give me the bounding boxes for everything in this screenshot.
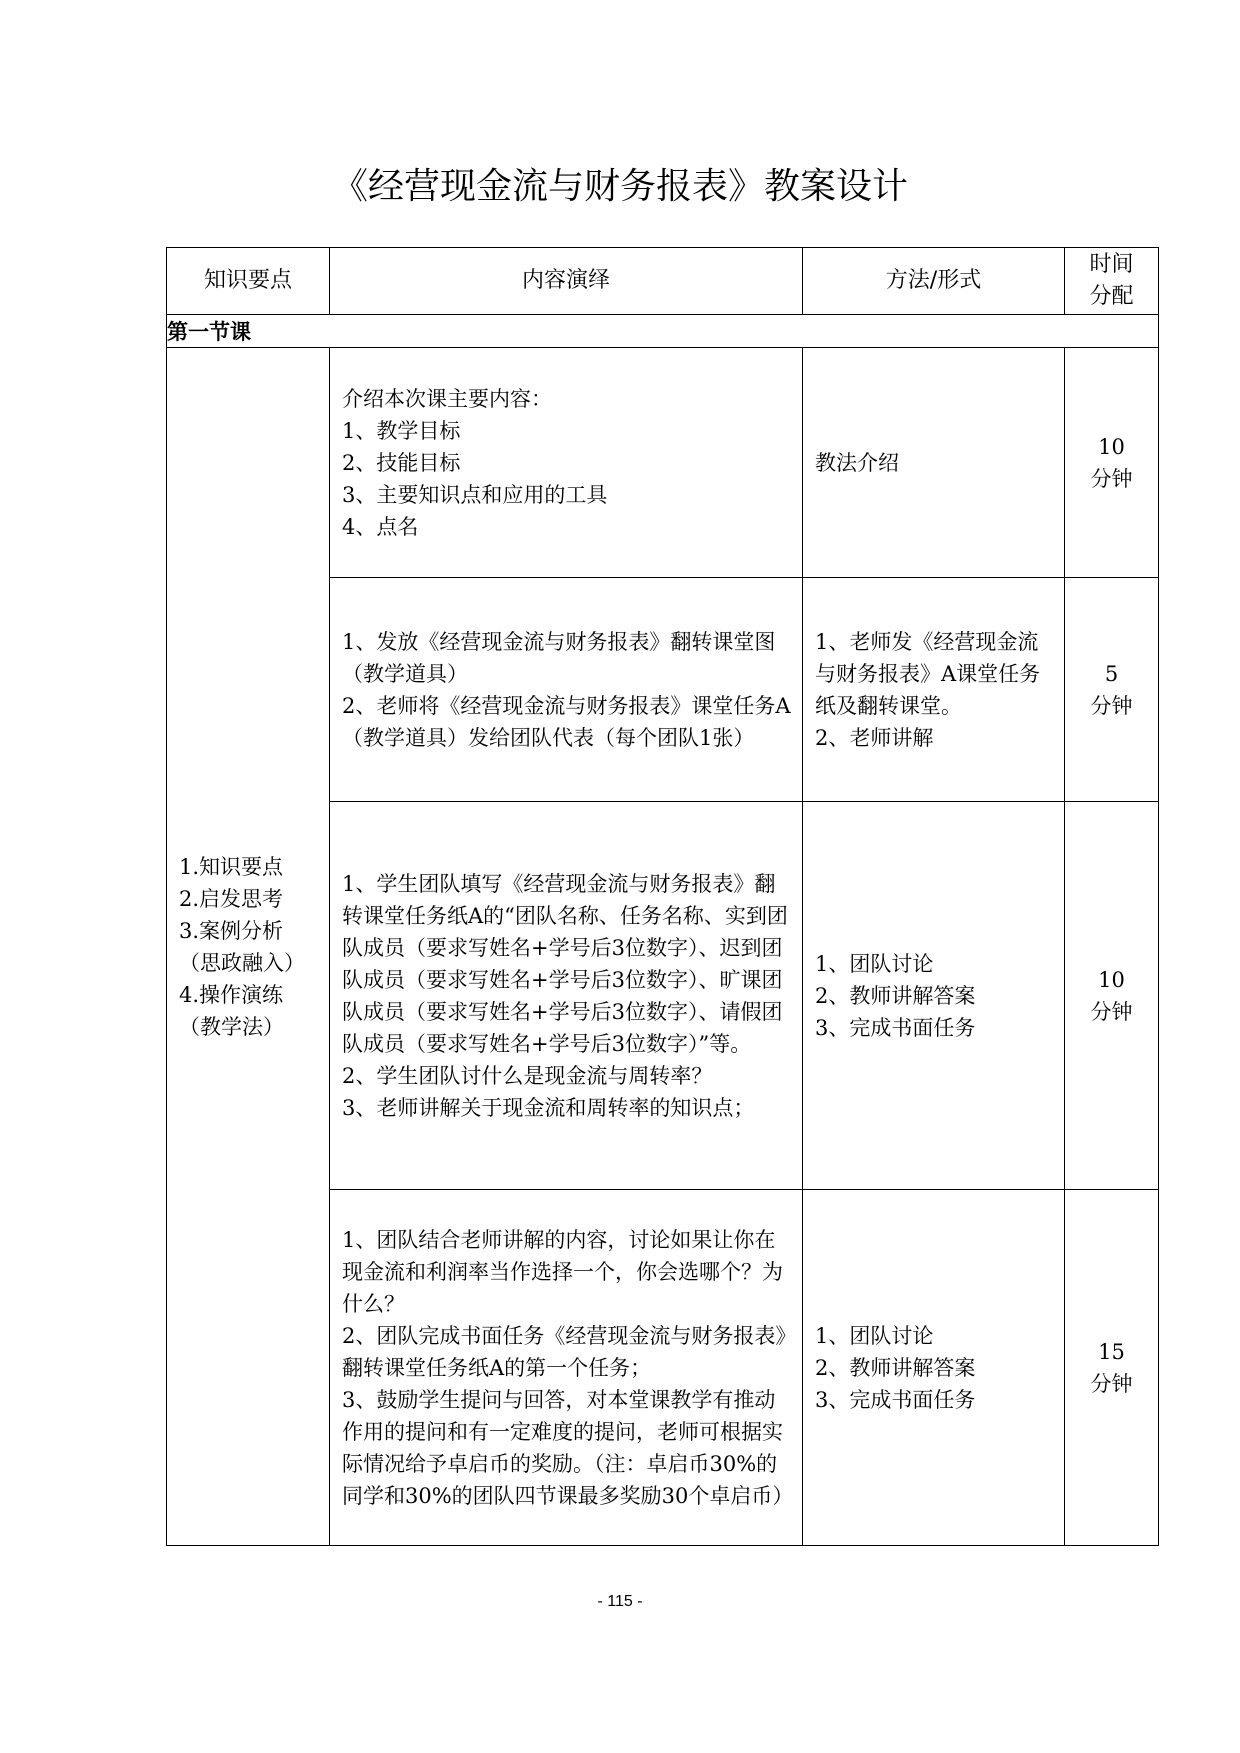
time-unit: 分钟 xyxy=(1090,466,1133,491)
content-line: 1、发放《经营现金流与财务报表》翻转课堂图（教学道具） xyxy=(342,629,776,686)
content-line: 1、教学目标 xyxy=(342,418,461,443)
content-cell xyxy=(330,802,803,1190)
time-unit: 分钟 xyxy=(1090,1371,1133,1396)
content-line: 2、技能目标 xyxy=(342,450,461,475)
knowledge-point: 2.启发思考 xyxy=(179,886,284,911)
method-cell xyxy=(803,348,1065,578)
section-row xyxy=(167,315,1159,348)
content-line: 3、老师讲解关于现金流和周转率的知识点； xyxy=(342,1095,755,1120)
method-cell xyxy=(803,802,1065,1190)
content-cell xyxy=(330,348,803,578)
time-value: 15 xyxy=(1098,1339,1125,1364)
method-line: 2、教师讲解答案 xyxy=(815,983,976,1008)
method-line: 1、老师发《经营现金流与财务报表》A课堂任务纸及翻转课堂。 xyxy=(815,629,1041,718)
table-row xyxy=(167,348,1159,578)
content-cell xyxy=(330,578,803,802)
content-line: 3、鼓励学生提问与回答，对本堂课教学有推动作用的提问和有一定难度的提问，老师可根据实际情况给予卓启币的奖励。（注：卓启币30%的同学和30%的团队四节课最多奖励30个卓启币） xyxy=(342,1387,794,1508)
time-cell xyxy=(1065,802,1159,1190)
page-title: 《经营现金流与财务报表》教案设计 xyxy=(331,166,908,207)
content-line: 3、主要知识点和应用的工具 xyxy=(342,482,608,507)
content-line: 介绍本次课主要内容： xyxy=(342,386,552,411)
method-line: 2、教师讲解答案 xyxy=(815,1355,976,1380)
method-line: 3、完成书面任务 xyxy=(815,1387,976,1412)
time-unit: 分钟 xyxy=(1090,693,1133,718)
page-number: - 115 - xyxy=(597,1593,643,1610)
time-value: 10 xyxy=(1098,434,1125,459)
method-line: 1、团队讨论 xyxy=(815,951,934,976)
content-line: 4、点名 xyxy=(342,514,419,539)
method-line: 教法介绍 xyxy=(815,450,899,475)
header-time xyxy=(1065,248,1159,315)
content-line: 2、团队完成书面任务《经营现金流与财务报表》翻转课堂任务纸A的第一个任务； xyxy=(342,1323,786,1380)
knowledge-point: （教学法） xyxy=(179,1014,284,1039)
time-cell xyxy=(1065,348,1159,578)
knowledge-point: 4.操作演练 xyxy=(179,982,284,1007)
method-line: 2、老师讲解 xyxy=(815,725,934,750)
content-line: 2、老师将《经营现金流与财务报表》课堂任务A（教学道具）发给团队代表（每个团队1张） xyxy=(342,693,791,750)
section-label: 第一节课 xyxy=(167,315,1159,348)
content-line: 2、学生团队讨什么是现金流与周转率？ xyxy=(342,1063,713,1088)
content-line: 1、团队结合老师讲解的内容，讨论如果让你在现金流和利润率当作选择一个，你会选哪个？为什么？ xyxy=(342,1227,783,1316)
table-header-row xyxy=(167,248,1159,315)
time-cell xyxy=(1065,1190,1159,1546)
time-value: 10 xyxy=(1098,967,1125,992)
header-method: 方法/形式 xyxy=(803,248,1065,315)
content-line: 1、学生团队填写《经营现金流与财务报表》翻转课堂任务纸A的“团队名称、任务名称、实到团队成员（要求写姓名+学号后3位数字）、迟到团队成员（要求写姓名+学号后3位数字）、旷课团队成员（要求写姓名+学号后3位数字）、请假团队成员（要求写姓名+学号后3位数字）”等。 xyxy=(342,871,788,1056)
time-cell xyxy=(1065,578,1159,802)
header-time-line2: 分配 xyxy=(1089,284,1134,309)
knowledge-point: （思政融入） xyxy=(179,950,305,975)
method-line: 3、完成书面任务 xyxy=(815,1015,976,1040)
knowledge-point: 1.知识要点 xyxy=(179,854,284,879)
header-time-line1: 时间 xyxy=(1089,252,1134,277)
method-cell xyxy=(803,1190,1065,1546)
method-line: 1、团队讨论 xyxy=(815,1323,934,1348)
lesson-plan-table xyxy=(166,247,1159,1546)
time-value: 5 xyxy=(1104,661,1119,686)
header-knowledge: 知识要点 xyxy=(167,248,330,315)
content-cell xyxy=(330,1190,803,1546)
method-cell xyxy=(803,578,1065,802)
knowledge-points-cell xyxy=(167,348,330,1546)
time-unit: 分钟 xyxy=(1090,999,1133,1024)
header-content: 内容演绎 xyxy=(330,248,803,315)
knowledge-point: 3.案例分析 xyxy=(179,918,284,943)
